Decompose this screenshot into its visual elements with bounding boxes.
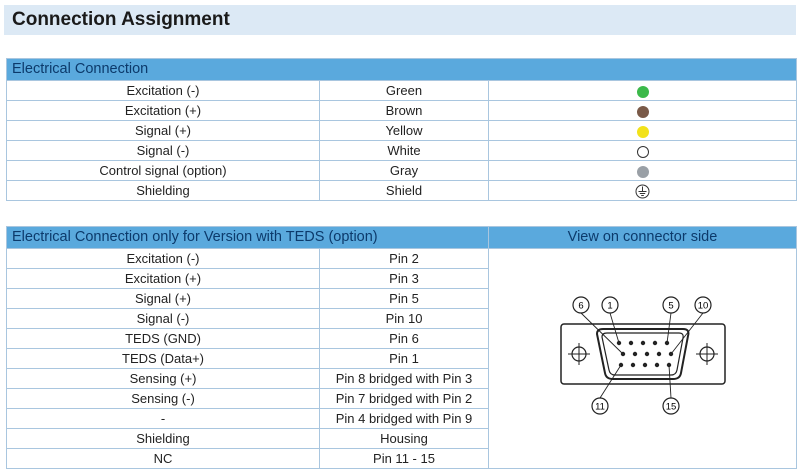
connector-view-cell: [489, 249, 797, 469]
swatch-cell: [489, 181, 797, 201]
signal-cell: Excitation (-): [7, 81, 320, 101]
pin-2: [628, 341, 632, 345]
white-dot: [637, 146, 649, 158]
wire-color-cell: White: [320, 141, 489, 161]
pin-3: [640, 341, 644, 345]
gray-dot: [637, 166, 649, 178]
pin-callout-label: 10: [697, 300, 708, 312]
signal-cell: Shielding: [7, 429, 320, 449]
signal-cell: TEDS (Data+): [7, 349, 320, 369]
pin-callout-label: 15: [665, 401, 676, 413]
electrical-connection-table: [6, 58, 797, 201]
electrical-connection-heading: Electrical Connection: [7, 59, 797, 81]
pin-cell: Pin 5: [320, 289, 489, 309]
table-row: [7, 101, 797, 121]
wire-color-cell: Green: [320, 81, 489, 101]
yellow-dot: [637, 126, 649, 138]
pin-cell: Pin 4 bridged with Pin 9: [320, 409, 489, 429]
table-row: [7, 181, 797, 201]
green-dot: [637, 86, 649, 98]
signal-cell: TEDS (GND): [7, 329, 320, 349]
wire-color-cell: Brown: [320, 101, 489, 121]
pin-cell: Housing: [320, 429, 489, 449]
pin-cell: Pin 2: [320, 249, 489, 269]
pin-7: [632, 352, 636, 356]
table-row: [7, 81, 797, 101]
swatch-cell: [489, 101, 797, 121]
swatch-cell: [489, 161, 797, 181]
signal-cell: NC: [7, 449, 320, 469]
signal-cell: Control signal (option): [7, 161, 320, 181]
pin-9: [656, 352, 660, 356]
signal-cell: Signal (-): [7, 141, 320, 161]
connector-view-heading: View on connector side: [489, 227, 797, 249]
pin-cell: Pin 11 - 15: [320, 449, 489, 469]
signal-cell: Signal (+): [7, 121, 320, 141]
pin-callout-label: 5: [667, 300, 674, 312]
wire-color-cell: Gray: [320, 161, 489, 181]
swatch-cell: [489, 81, 797, 101]
title-bar: [4, 5, 796, 35]
signal-cell: Sensing (+): [7, 369, 320, 389]
table-row: [7, 141, 797, 161]
pin-12: [630, 363, 634, 367]
teds-connection-heading: Electrical Connection only for Version with TEDS (option): [7, 227, 489, 249]
pin-cell: Pin 7 bridged with Pin 2: [320, 389, 489, 409]
pin-cell: Pin 1: [320, 349, 489, 369]
pin-callout-label: 6: [577, 300, 584, 312]
signal-cell: Signal (+): [7, 289, 320, 309]
wire-color-cell: Yellow: [320, 121, 489, 141]
swatch-cell: [489, 141, 797, 161]
pin-callout-label: 1: [606, 300, 613, 312]
pin-cell: Pin 10: [320, 309, 489, 329]
page-title: Connection Assignment: [12, 9, 230, 30]
teds-connection-table: [6, 226, 797, 469]
table-row: [7, 121, 797, 141]
table-row: [7, 249, 797, 269]
wire-color-cell: Shield: [320, 181, 489, 201]
pin-8: [644, 352, 648, 356]
brown-dot: [637, 106, 649, 118]
pin-14: [654, 363, 658, 367]
signal-cell: -: [7, 409, 320, 429]
pin-callout-label: 11: [594, 401, 605, 413]
pin-cell: Pin 8 bridged with Pin 3: [320, 369, 489, 389]
signal-cell: Excitation (-): [7, 249, 320, 269]
ground-icon: [635, 184, 650, 199]
signal-cell: Excitation (+): [7, 101, 320, 121]
signal-cell: Shielding: [7, 181, 320, 201]
pin-cell: Pin 3: [320, 269, 489, 289]
db15-connector-diagram: [553, 291, 733, 421]
signal-cell: Signal (-): [7, 309, 320, 329]
signal-cell: Excitation (+): [7, 269, 320, 289]
signal-cell: Sensing (-): [7, 389, 320, 409]
pin-cell: Pin 6: [320, 329, 489, 349]
pin-13: [642, 363, 646, 367]
swatch-cell: [489, 121, 797, 141]
pin-4: [652, 341, 656, 345]
table-row: [7, 161, 797, 181]
